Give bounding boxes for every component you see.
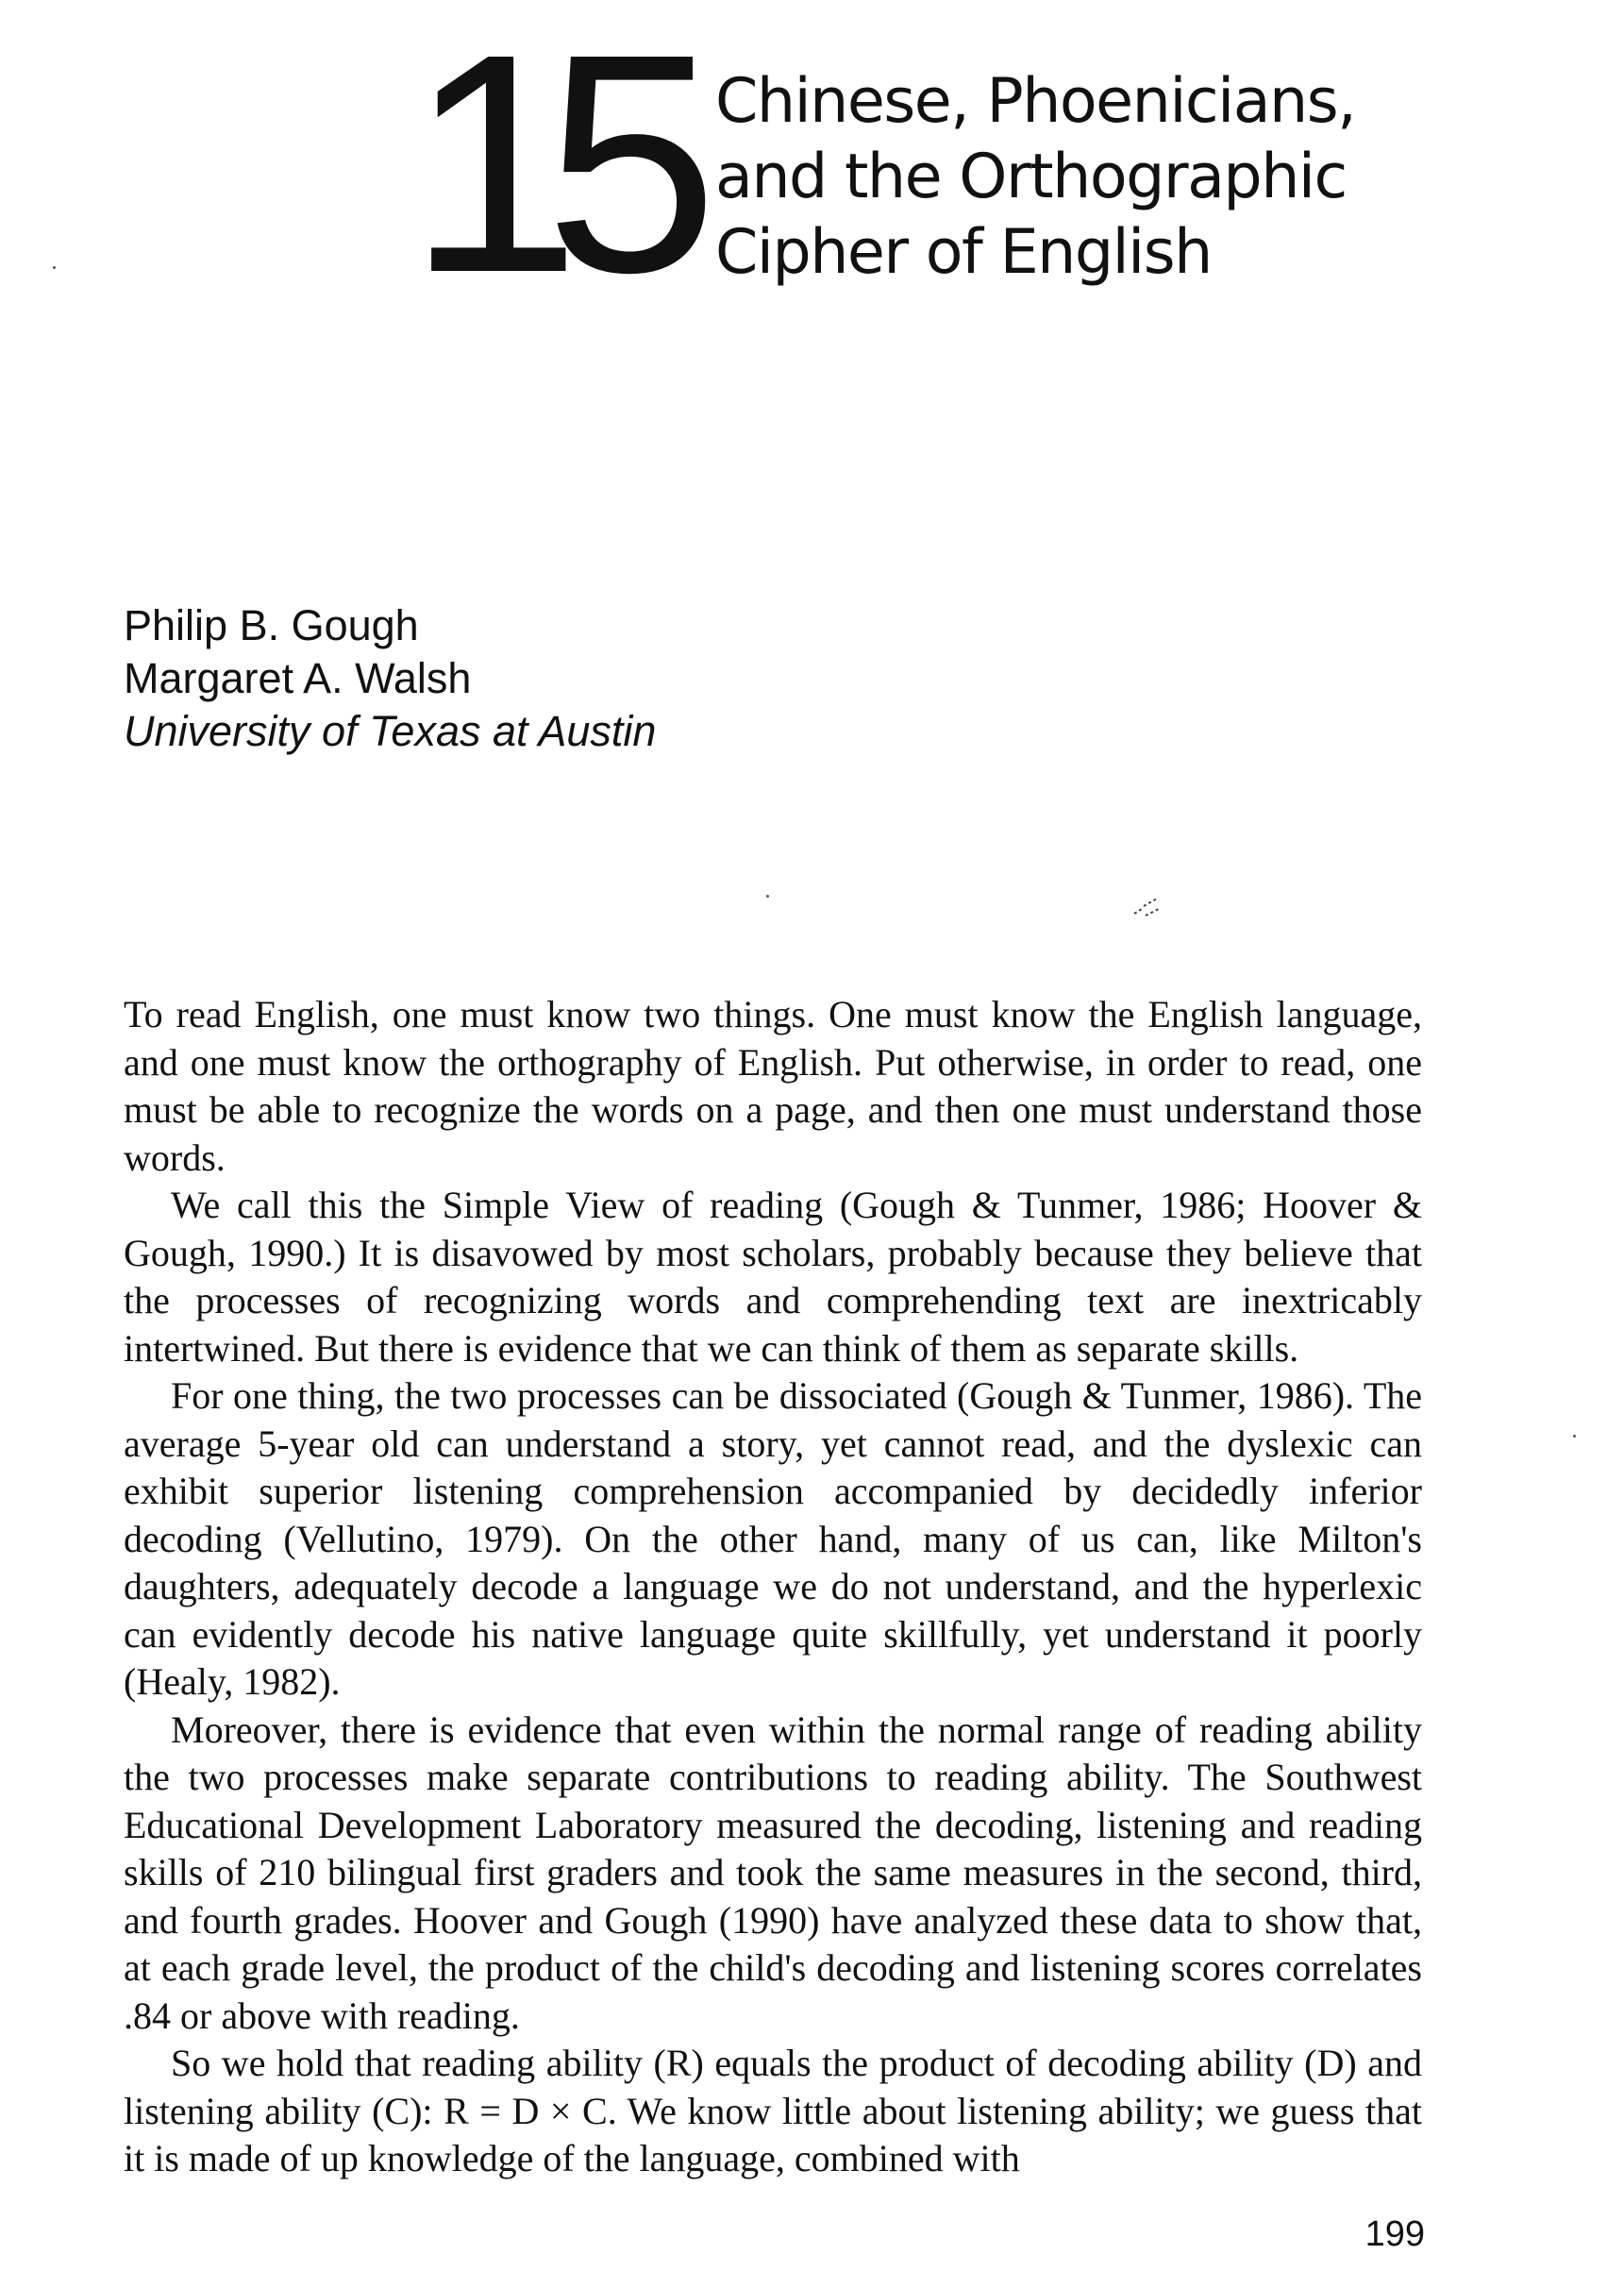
body-paragraph-1: To read English, one must know two things. One must know the English language, and one must know the orthography of English. Put otherwise, in order to read, one must be able to recognize the words on a page, and then one must understand those words. [124, 993, 1422, 1179]
chapter-number: 15 [408, 0, 683, 337]
author-name-2: Margaret A. Walsh [124, 654, 472, 702]
author-affiliation: University of Texas at Austin [124, 707, 657, 755]
scan-artifact-mark [1129, 893, 1166, 919]
body-paragraph-5: So we hold that reading ability (R) equals the product of decoding ability (D) and listening ability (C): R = D × C. We know little about listening ability; we guess that it is made of up knowledge of the language, combined with [124, 2042, 1422, 2179]
scan-speck [766, 895, 769, 898]
author-block [124, 599, 656, 758]
body-paragraph-2: We call this the Simple View of reading (Gough & Tunmer, 1986; Hoover & Gough, 1990.) It is disavowed by most scholars, probably because they believe that the processes of recognizing words and comprehending text are inextricably intertwined. But there is evidence that we can think of them as separate skills. [124, 1184, 1422, 1370]
body-paragraph-4: Moreover, there is evidence that even within the normal range of reading ability the two processes make separate contributions to reading ability. The Southwest Educational Development Laboratory measured the decoding, listening and reading skills of 210 bilingual first graders and took the same measures in the second, third, and fourth grades. Hoover and Gough (1990) have analyzed these data to show that, at each grade level, the product of the child's decoding and listening scores correlates .84 or above with reading. [124, 1708, 1422, 2037]
chapter-title-line-1: Chinese, Phoenicians, [715, 66, 1356, 137]
author-name-1: Philip B. Gough [124, 601, 419, 649]
chapter-title-line-2: and the Orthographic [715, 142, 1347, 212]
chapter-title [715, 64, 1451, 291]
body-paragraph-3: For one thing, the two processes can be dissociated (Gough & Tunmer, 1986). The average 5-year old can understand a story, yet cannot read, and the dyslexic can exhibit superior listening comprehension accompanied by decidedly inferior decoding (Vellutino, 1979). On the other hand, many of us can, like Milton's daughters, adequately decode a language we do not understand, and the hyperlexic can evidently decode his native language quite skillfully, yet understand it poorly (Healy, 1982). [124, 1374, 1422, 1703]
chapter-title-line-3: Cipher of English [715, 217, 1212, 288]
scan-speck [1573, 1435, 1576, 1438]
body-text [124, 991, 1422, 2183]
page-number: 199 [1364, 2214, 1425, 2254]
scan-speck [53, 266, 56, 269]
